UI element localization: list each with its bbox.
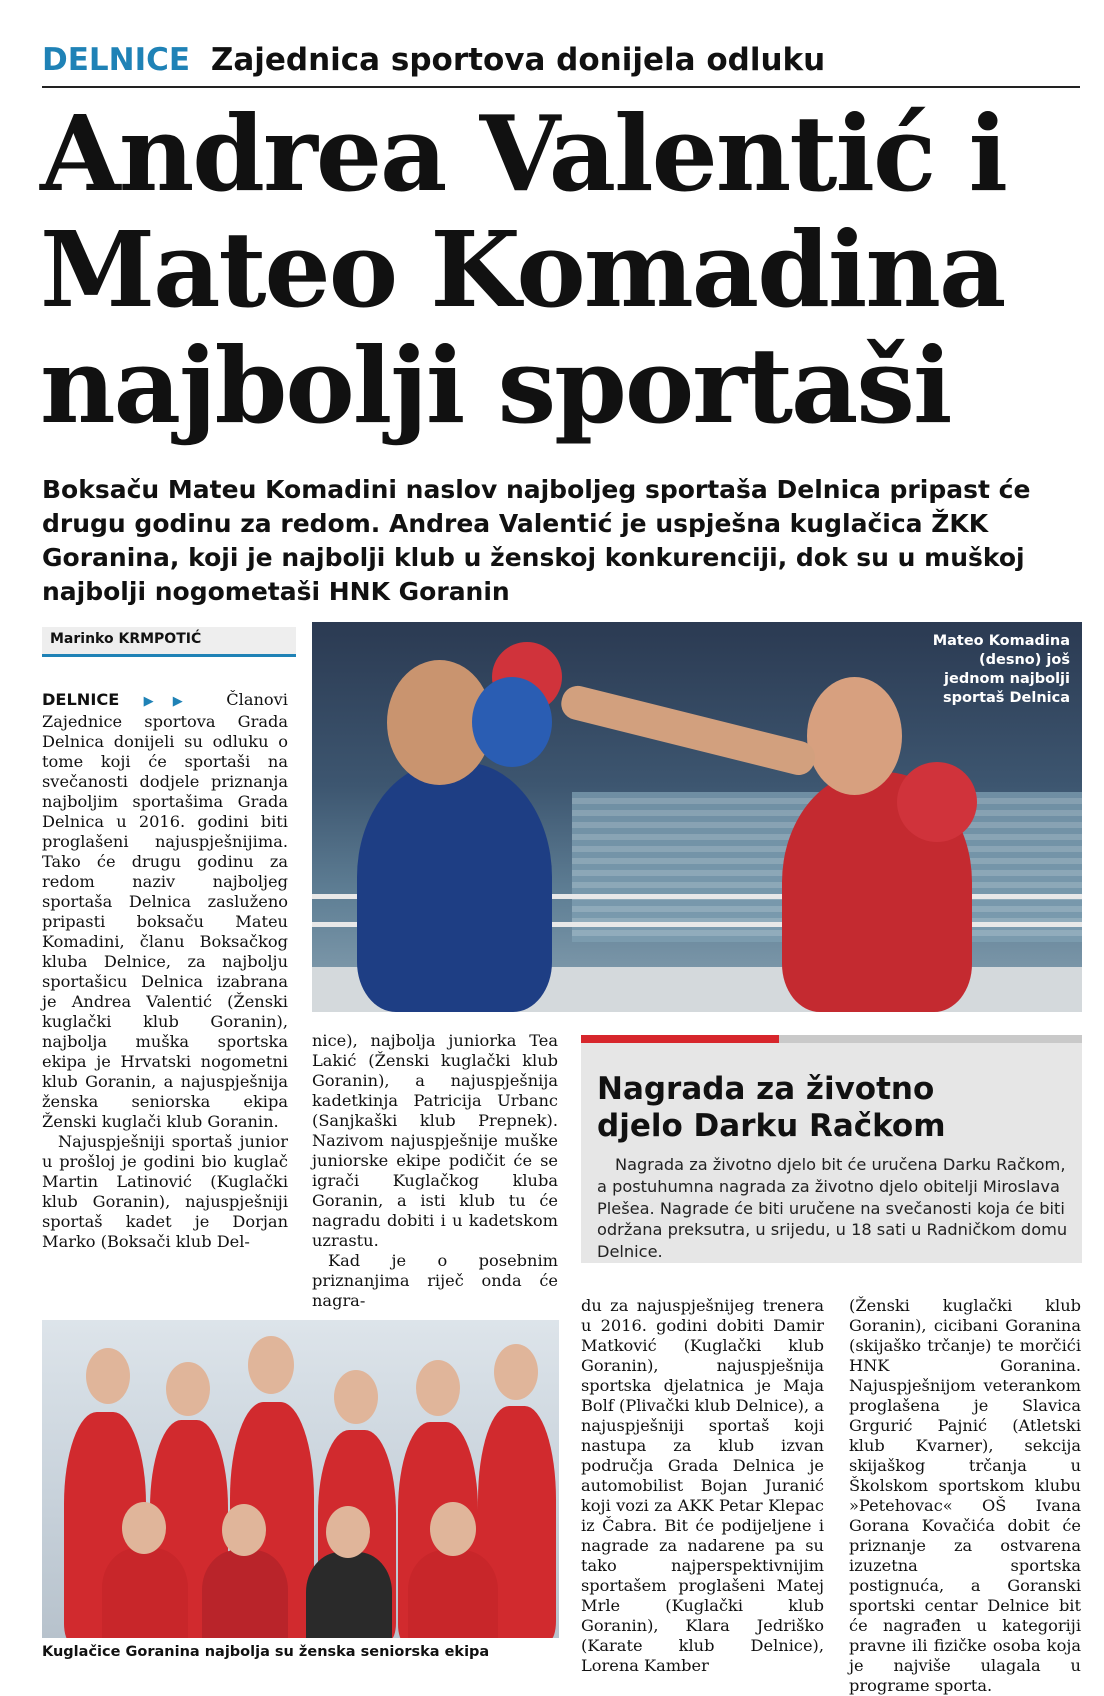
headline-line-1: Andrea Valentić i bbox=[40, 92, 1006, 215]
sidebox-text: Nagrada za životno djelo bit će uručena Darku Račkom, a postuhumna nagrada za životno djelo obitelji Miroslava Plešea. Nagrade će biti uručene na svečanosti koja će biti održana preksutra, u srijedu, u 18 sati u Radničkom domu Delnice. bbox=[597, 1155, 1068, 1262]
boxer-red-head bbox=[807, 677, 902, 795]
team-member bbox=[408, 1550, 498, 1638]
team-member-head bbox=[334, 1370, 378, 1424]
sidebox-title-line-1: Nagrada za životno bbox=[597, 1071, 935, 1107]
team-member-head bbox=[122, 1502, 166, 1554]
dateline: DELNICE bbox=[42, 690, 120, 709]
column-2-paragraph-1: nice), najbolja juniorka Tea Lakić (Ženski kuglački klub Goranin), a najuspješnija kadetkinja Patricija Urbanc (Sanjkaški klub Prepnek). Nazivom najuspješnije muške juniorske ekipe podičit će se igrači Kuglačkog kluba Goranin, a isti klub tu će nagradu dobiti i u kadetskom uzrastu. bbox=[312, 1031, 558, 1250]
team-member-head bbox=[222, 1504, 266, 1556]
kicker bbox=[42, 42, 825, 78]
headline-line-2: Mateo Komadina bbox=[40, 208, 1005, 331]
kicker-text: Zajednica sportova donijela odluku bbox=[210, 42, 826, 78]
team-member bbox=[202, 1550, 288, 1638]
boxing-photo-caption: Mateo Komadina (desno) još jednom najbolji sportaš Delnica bbox=[932, 633, 1070, 706]
sidebox-accent bbox=[581, 1035, 779, 1043]
team-member-head bbox=[494, 1344, 538, 1400]
sidebox-title-line-2: djelo Darku Račkom bbox=[597, 1108, 946, 1144]
team-member-head bbox=[430, 1502, 476, 1556]
team-member-head bbox=[416, 1360, 460, 1416]
team-member-head bbox=[86, 1348, 130, 1404]
column-2-paragraph-2: Kad je o posebnim priznanjima riječ onda će nagra- bbox=[312, 1251, 558, 1310]
article-column-4 bbox=[849, 1296, 1081, 1696]
column-3-paragraph: du za najuspješnijeg trenera u 2016. godini dobiti Damir Matković (Kuglački klub Goranin), najuspješnija sportska djelatnica je Maja Bolf (Plivački klub Delnice), a najuspješniji sportaš koji nastupa za klub izvan područja Grada Delnica je automobilist Bojan Juranić koji vozi za AKK Petar Klepac iz Čabra. Bit će podijeljene i nagrade za nadarene pa su tako najperspektivnijim sportašem proglašeni Matej Mrle (Kuglački klub Goranin), Klara Jedriško (Karate klub Delnice), Lorena Kamber bbox=[581, 1296, 824, 1675]
lead-paragraph: Boksaču Mateu Komadini naslov najboljeg sportaša Delnica pripast će drugu godinu za redom. Andrea Valentić je uspješna kuglačica ŽKK Goranina, koji je najbolji klub u ženskoj konkurenciji, dok su u muškoj najbolji nogometaši HNK Goranin bbox=[42, 475, 1031, 606]
column-1-paragraph-2: Najuspješniji sportaš junior u prošloj je godini bio kuglač Martin Latinović (Kuglački klub Goranin), najuspješniji sportaš kadet je Dorjan Marko (Boksači klub Del- bbox=[42, 1132, 288, 1251]
kicker-divider bbox=[42, 86, 1080, 88]
article-column-1 bbox=[42, 690, 288, 1252]
boxer-red-arm bbox=[558, 683, 819, 779]
column-4-paragraph: (Ženski kuglački klub Goranin), cicibani Goranina (skijaško trčanje) te morčići HNK Goranina. Najuspješnijom veterankom proglašena je Slavica Grgurić Pajnić (Atletski klub Kvarner), sekcija skijaškog trčanja u Školskom sportskom klubu »Petehovac« OŠ Ivana Gorana Kovačića dobit će priznanje za ostvarena izuzetna sportska postignuća, a Goranski sportski centar Delnice bit će nagrađen u kategoriji pravne ili fizičke osoba koja je najviše ulagala u programe sporta. bbox=[849, 1296, 1081, 1695]
byline: Marinko KRMPOTIĆ bbox=[42, 627, 296, 657]
article-column-2 bbox=[312, 1031, 558, 1311]
blue-boxing-glove bbox=[472, 677, 552, 767]
kicker-place: DELNICE bbox=[42, 42, 191, 78]
column-1-paragraph-1: Članovi Zajednice sportova Grada Delnica donijeli su odluku o tome koji će sportaši na svečanosti dodjele priznanja najboljim sportašima Grada Delnica u 2016. godini biti proglašeni najuspješnijima. Tako će drugu godinu za redom naziv najboljeg sportaša Delnica zasluženo pripasti boksaču Mateu Komadini, članu Boksačkog kluba Delnice, za najbolju sportašicu Delnica izabrana je Andrea Valentić (Ženski kuglački klub Goranin), najbolja muška sportska ekipa je Hrvatski nogometni klub Goranin, a najuspješnija ženska seniorska ekipa Ženski kuglači klub Goranin. bbox=[42, 690, 288, 1131]
sidebox-top-bar bbox=[581, 1035, 1082, 1043]
headline bbox=[40, 92, 1090, 447]
team-member-head bbox=[166, 1362, 210, 1416]
red-boxing-glove bbox=[897, 762, 977, 842]
dateline-arrow-icon: ▶▶ bbox=[143, 694, 202, 709]
team-member bbox=[306, 1552, 392, 1638]
boxer-blue-figure bbox=[357, 762, 552, 1012]
headline-line-3: najbolji sportaši bbox=[40, 324, 951, 447]
sidebox-title bbox=[597, 1071, 946, 1145]
team-member bbox=[102, 1548, 188, 1638]
team-member-head bbox=[248, 1336, 294, 1394]
team-photo bbox=[42, 1320, 559, 1638]
article-column-3 bbox=[581, 1296, 824, 1676]
boxing-photo bbox=[312, 622, 1082, 1012]
team-photo-caption: Kuglačice Goranina najbolja su ženska seniorska ekipa bbox=[42, 1644, 490, 1660]
sidebox bbox=[581, 1043, 1082, 1263]
team-member-head bbox=[326, 1506, 370, 1558]
